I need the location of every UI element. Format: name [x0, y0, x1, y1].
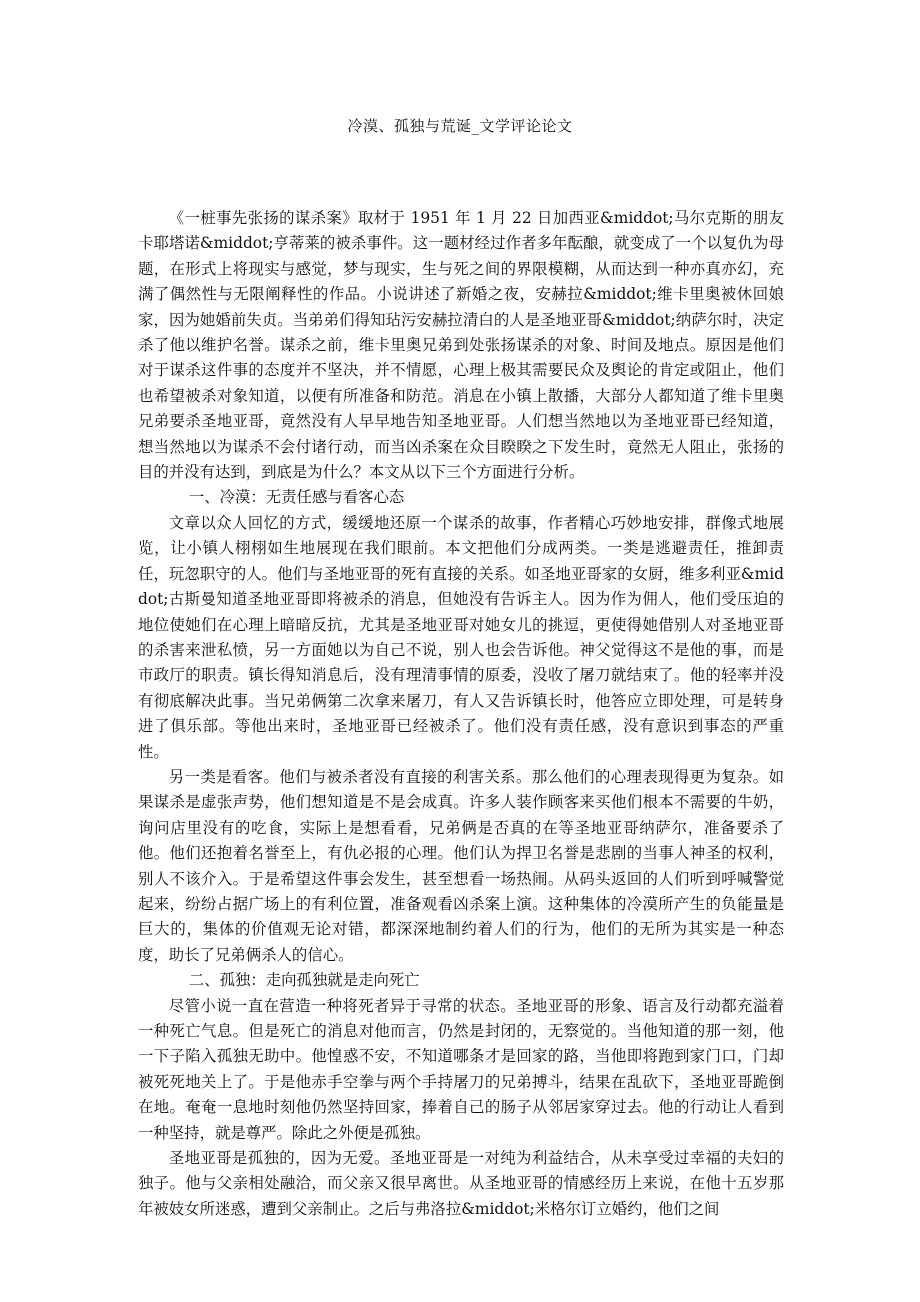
body-paragraph: 文章以众人回忆的方式，缓缓地还原一个谋杀的故事，作者精心巧妙地安排，群像式地展览，让小镇人栩栩如生地展现在我们眼前。本文把他们分成两类。一类是逃避责任，推卸责任，玩忽职守的人。他们与圣地亚哥的死有直接的关系。如圣地亚哥家的女厨，维多利亚&middot;古斯曼知道圣地亚哥即将被杀的消息，但她没有告诉主人。因为作为佣人，他们受压迫的地位使她们在心理上暗暗反抗，尤其是圣地亚哥对她女儿的挑逗，更使得她借别人对圣地亚哥的杀害来泄私愤，另一方面她以为自己不说，别人也会告诉他。神父觉得这不是他的事，而是市政厅的职责。镇长得知消息后，没有理清事情的原委，没收了屠刀就结束了。他的轻率并没有彻底解决此事。当兄弟俩第二次拿来屠刀，有人又告诉镇长时，他答应立即处理，可是转身进了俱乐部。等他出来时，圣地亚哥已经被杀了。他们没有责任感，没有意识到事态的严重性。 — [138, 513, 784, 761]
section-heading: 二、孤独：走向孤独就是走向死亡 — [188, 971, 420, 990]
body-paragraph: 尽管小说一直在营造一种将死者异于寻常的状态。圣地亚哥的形象、语言及行动都充溢着一种死亡气息。但是死亡的消息对他而言，仍然是封闭的，无察觉的。当他知道的那一刻，他一下子陷入孤独无助中。他惶惑不安，不知道哪条才是回家的路，当他即将跑到家门口，门却被死死地关上了。于是他赤手空拳与两个手持屠刀的兄弟搏斗，结果在乱砍下，圣地亚哥跪倒在地。奄奄一息地时刻他仍然坚持回家，捧着自己的肠子从邻居家穿过去。他的行动让人看到一种坚持，就是尊严。除此之外便是孤独。 — [138, 996, 784, 1142]
body-paragraph: 圣地亚哥是孤独的，因为无爱。圣地亚哥是一对纯为利益结合，从未享受过幸福的夫妇的独子。他与父亲相处融洽，而父亲又很早离世。从圣地亚哥的情感经历上来说，在他十五岁那年被妓女所迷惑，遭到父亲制止。之后与弗洛拉&middot;米格尔订立婚约，他们之间 — [138, 1149, 784, 1218]
section-heading: 一、冷漠：无责任感与看客心态 — [188, 488, 405, 507]
body-paragraph: 另一类是看客。他们与被杀者没有直接的利害关系。那么他们的心理表现得更为复杂。如果谋杀是虚张声势，他们想知道是不是会成真。许多人装作顾客来买他们根本不需要的牛奶，询问店里没有的吃食，实际上是想看看，兄弟俩是否真的在等圣地亚哥纳萨尔，准备要杀了他。他们还抱着名誉至上，有仇必报的心理。他们认为捍卫名誉是悲剧的当事人神圣的权利，别人不该介入。于是希望这件事会发生，甚至想看一场热闹。从码头返回的人们听到呼喊警觉起来，纷纷占据广场上的有利位置，准备观看凶杀案上演。这种集体的冷漠所产生的负能量是巨大的，集体的价值观无论对错，都深深地制约着人们的行为，他们的无所为其实是一种态度，助长了兄弟俩杀人的信心。 — [138, 767, 784, 964]
body-paragraph: 《一桩事先张扬的谋杀案》取材于 1951 年 1 月 22 日加西亚&middot;马尔克斯的朋友卡耶塔诺&middot;亨蒂莱的被杀事件。这一题材经过作者多年酝酿，就变成了一个以复仇为母题，在形式上将现实与感觉，梦与现实，生与死之间的界限模糊，从而达到一种亦真亦幻，充满了偶然性与无限阐释性的作品。小说讲述了新婚之夜，安赫拉&middot;维卡里奥被休回娘家，因为她婚前失贞。当弟弟们得知玷污安赫拉清白的人是圣地亚哥&middot;纳萨尔时，决定杀了他以维护名誉。谋杀之前，维卡里奥兄弟到处张扬谋杀的对象、时间及地点。原因是他们对于谋杀这件事的态度并不坚决，并不情愿，心理上极其需要民众及舆论的肯定或阻止，他们也希望被杀对象知道，以便有所准备和防范。消息在小镇上散播，大部分人都知道了维卡里奥兄弟要杀圣地亚哥，竟然没有人早早地告知圣地亚哥。人们想当然地以为圣地亚哥已经知道，想当然地以为谋杀不会付诸行动，而当凶杀案在众目睽睽之下发生时，竟然无人阻止，张扬的目的并没有达到，到底是为什么？本文从以下三个方面进行分析。 — [138, 209, 784, 482]
document-body — [138, 206, 784, 1222]
document-title: 冷漠、孤独与荒诞_文学评论论文 — [347, 117, 573, 135]
